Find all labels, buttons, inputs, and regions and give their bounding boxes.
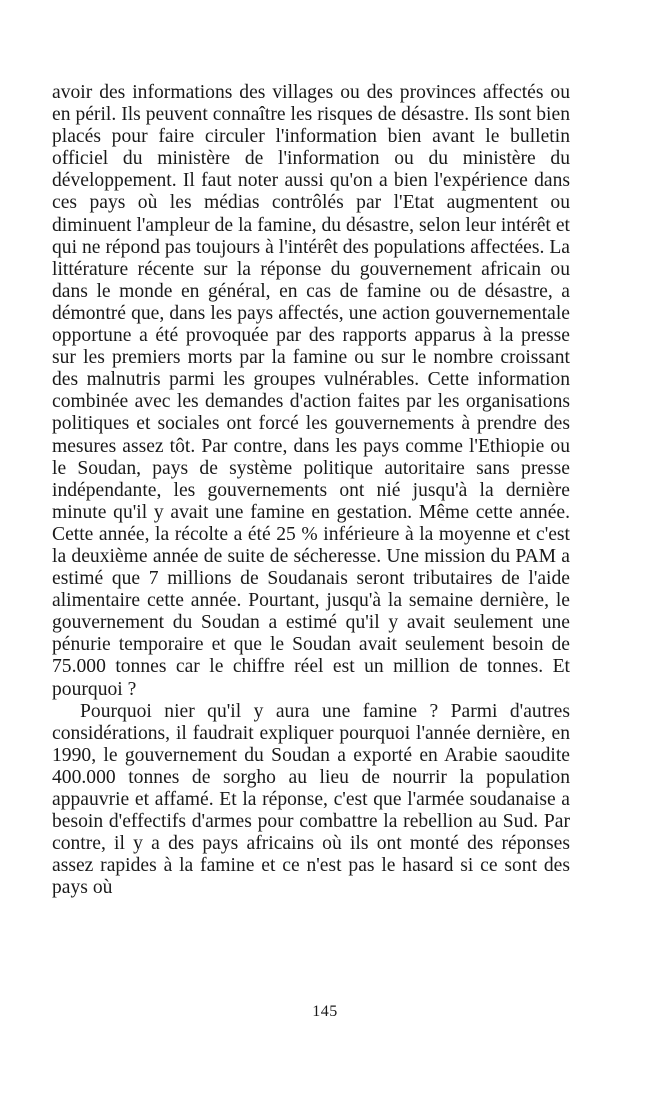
page-number: 145 — [312, 1003, 338, 1020]
paragraph-continued: avoir des informations des villages ou des provinces affectés ou en péril. Ils peuvent connaître les risques de désastre. Ils sont bien placés pour faire circuler l'information bien avant le bulletin officiel du ministère de l'information ou du ministère du développement. Il faut noter aussi qu'on a bien l'expérience dans ces pays où les médias contrôlés par l'Etat augmentent ou diminuent l'ampleur de la famine, du désastre, selon leur intérêt et qui ne répond pas toujours à l'intérêt des populations affectées. La littérature récente sur la réponse du gouvernement africain ou dans le monde en général, en cas de famine ou de désastre, a démontré que, dans les pays affectés, une action gouvernementale opportune a été provoquée par des rapports apparus à la presse sur les premiers morts par la famine ou sur le nombre croissant des malnutris parmi les groupes vulnérables. Cette information combinée avec les demandes d'action faites par les organisations politiques et sociales ont forcé les gouvernements à prendre des mesures assez tôt. Par contre, dans les pays comme l'Ethiopie ou le Soudan, pays de système politique autoritaire sans presse indépendante, les gouvernements ont nié jusqu'à la dernière minute qu'il y avait une famine en gestation. Même cette année. Cette année, la récolte a été 25 % inférieure à la moyenne et c'est la deuxième année de suite de sécheresse. Une mission du PAM a estimé que 7 millions de Soudanais seront tributaires de l'aide alimentaire cette année. Pourtant, jusqu'à la semaine dernière, le gouvernement du Soudan a estimé qu'il y avait seulement une pénurie temporaire et que le Soudan avait seulement besoin de 75.000 tonnes car le chiffre réel est un million de tonnes. Et pourquoi ? — [52, 82, 570, 700]
paragraph-pourquoi: Pourquoi nier qu'il y aura une famine ? Parmi d'autres considérations, il faudrait expliquer pourquoi l'année dernière, en 1990, le gouvernement du Soudan a exporté en Arabie saoudite 400.000 tonnes de sorgho au lieu de nourrir la population appauvrie et affamé. Et la réponse, c'est que l'armée soudanaise a besoin d'effectifs d'armes pour combattre la rebellion au Sud. Par contre, il y a des pays africains où ils ont monté des réponses assez rapides à la famine et ce n'est pas le hasard si ce sont des pays où — [52, 700, 570, 899]
body-text — [52, 82, 570, 899]
